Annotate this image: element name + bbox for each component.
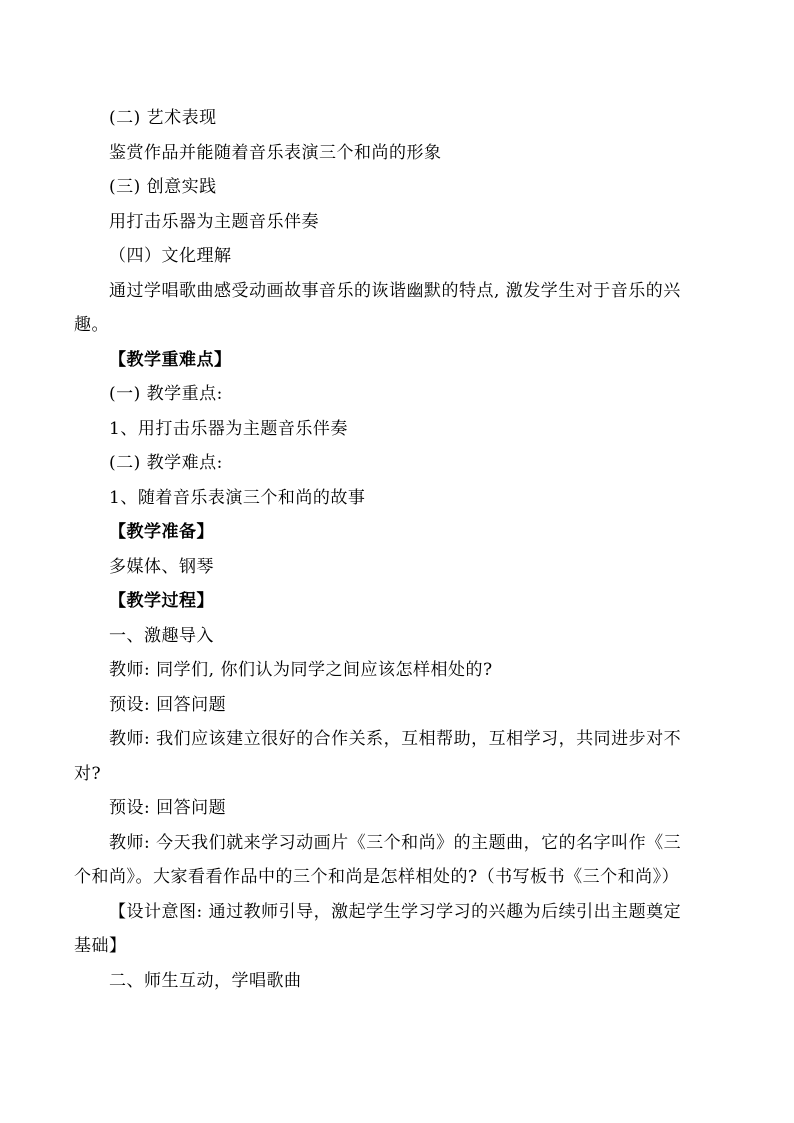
paragraph-text: 预设: 回答问题 (109, 798, 227, 818)
paragraph-text: 个和尚》。大家看看作品中的三个和尚是怎样相处的?（书写板书《三个和尚》） (74, 867, 680, 887)
paragraph-text: 教师: 今天我们就来学习动画片《三个和尚》的主题曲，它的名字叫作《三 (109, 833, 682, 853)
heading-key-difficult-points: 【教学重难点】 (109, 350, 232, 370)
paragraph-text: 多媒体、钢琴 (109, 557, 214, 577)
subheading-interaction: 二、师生互动，学唱歌曲 (109, 971, 302, 991)
paragraph-text: 预设: 回答问题 (109, 695, 227, 715)
paragraph-text: 趣。 (74, 315, 109, 335)
heading-teaching-preparation: 【教学准备】 (109, 522, 214, 542)
paragraph-text: 教师: 我们应该建立很好的合作关系，互相帮助，互相学习，共同进步对不 (109, 729, 682, 749)
section-art-expression: (二) 艺术表现 (109, 108, 217, 128)
list-item: 1、用打击乐器为主题音乐伴奏 (109, 419, 348, 439)
paragraph-text: 教师: 同学们, 你们认为同学之间应该怎样相处的? (109, 660, 493, 680)
paragraph-text: 用打击乐器为主题音乐伴奏 (109, 212, 319, 232)
design-intent-note: 【设计意图: 通过教师引导，激起学生学习学习的兴趣为后续引出主题奠定 (109, 902, 682, 922)
list-item: 1、随着音乐表演三个和尚的故事 (109, 488, 366, 508)
paragraph-text: 对? (74, 764, 102, 784)
section-creative-practice: (三) 创意实践 (109, 177, 217, 197)
subheading-difficult-points: (二) 教学难点: (109, 453, 223, 473)
subheading-key-points: (一) 教学重点: (109, 384, 223, 404)
section-cultural-understanding: （四）文化理解 (109, 246, 232, 266)
paragraph-text: 鉴赏作品并能随着音乐表演三个和尚的形象 (109, 143, 442, 163)
subheading-intro: 一、激趣导入 (109, 626, 214, 646)
heading-teaching-process: 【教学过程】 (109, 591, 214, 611)
design-intent-note: 基础】 (74, 936, 127, 956)
paragraph-text: 通过学唱歌曲感受动画故事音乐的诙谐幽默的特点, 激发学生对于音乐的兴 (109, 281, 681, 301)
